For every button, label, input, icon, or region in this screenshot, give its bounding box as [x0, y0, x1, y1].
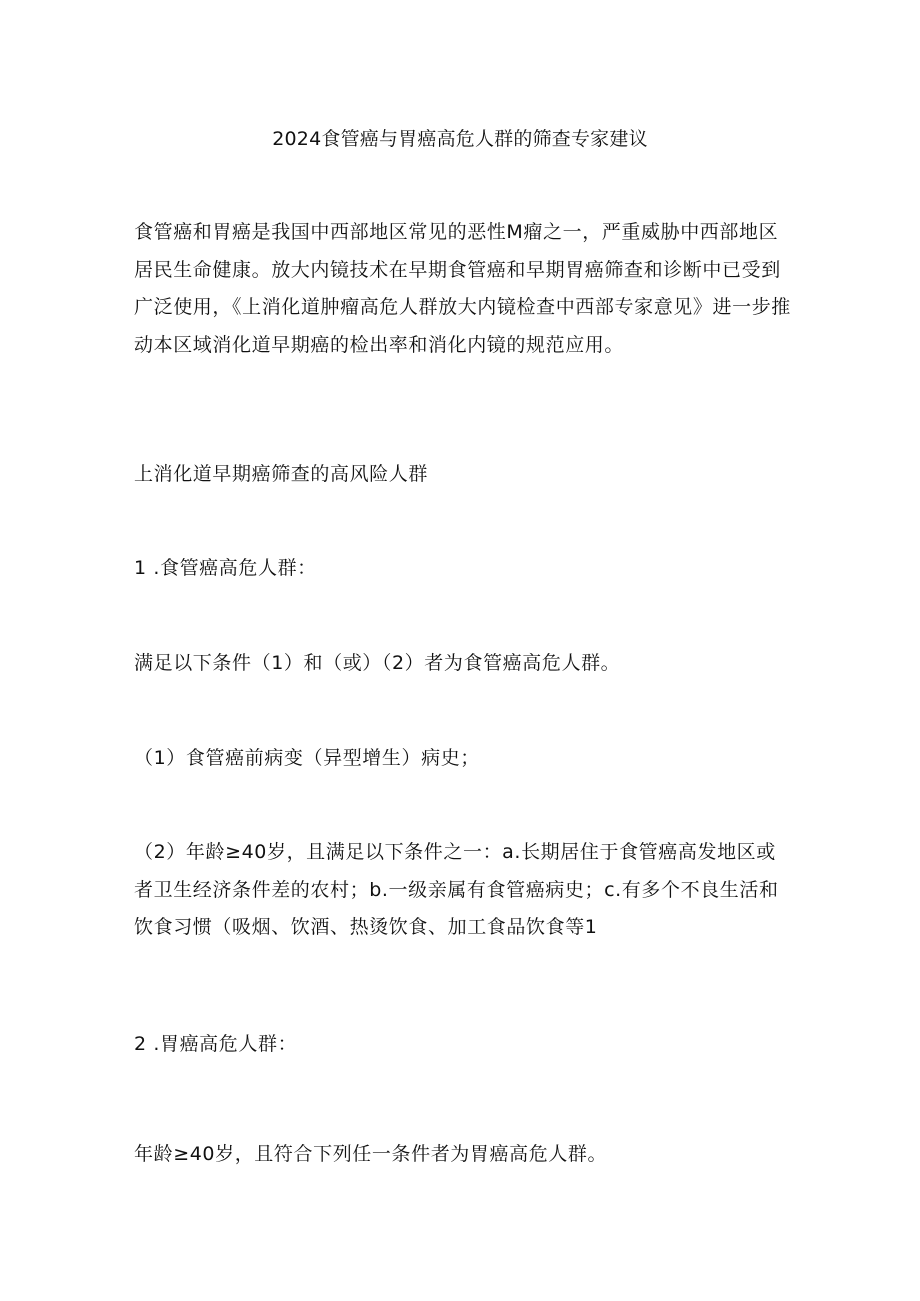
item1-condition: 满足以下条件（1）和（或）（2）者为食管癌高危人群。 — [134, 652, 621, 674]
intro-paragraph: 食管癌和胃癌是我国中西部地区常见的恶性M瘤之一，严重威胁中西部地区居民生命健康。放大内镜技术在早期食管癌和早期胃癌筛查和诊断中已受到广泛使用，《上消化道肿瘤高危人群放大内镜检查中西部专家意见》进一步推动本区域消化道早期癌的检出率和消化内镜的规范应用。 — [134, 221, 791, 356]
item1-heading: 1 .食管癌高危人群： — [134, 557, 317, 579]
item2-condition: 年龄≥40岁，且符合下列任一条件者为胃癌高危人群。 — [134, 1143, 608, 1165]
item1-criterion-2: （2）年龄≥40岁，且满足以下条件之一：a.长期居住于食管癌高发地区或者卫生经济条件差的农村；b.一级亲属有食管癌病史；c.有多个不良生活和饮食习惯（吸烟、饮酒、热烫饮食、加工食品饮食等1 — [134, 841, 779, 938]
section-heading: 上消化道早期癌筛查的高风险人群 — [134, 463, 429, 485]
document-title: 2024食管癌与胃癌高危人群的筛查专家建议 — [272, 128, 648, 150]
item2-heading: 2 .胃癌高危人群： — [134, 1033, 298, 1055]
item1-criterion-1: （1）食管癌前病变（异型增生）病史； — [134, 747, 480, 769]
